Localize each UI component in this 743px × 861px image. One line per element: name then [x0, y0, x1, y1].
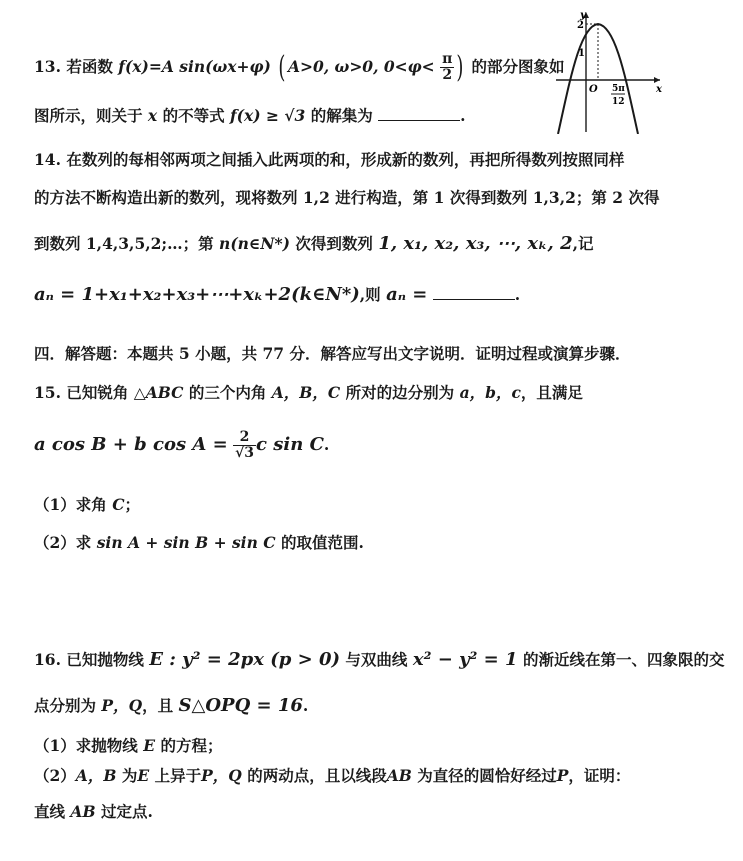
x-axis-label: x — [656, 84, 662, 95]
q15-triangle: △ABC — [133, 383, 184, 402]
q15-part1-end: ； — [124, 495, 141, 514]
q13-suffix: 的部分图象如 — [471, 56, 565, 76]
q13-pi-frac: $\frac{\pi}{2}$ — [442, 51, 453, 84]
q16-part1-suffix: 的方程； — [160, 736, 223, 755]
q16-part2-mid3: 的两动点，且以线段 — [247, 766, 387, 785]
q15-part2-suffix: 的取值范围. — [280, 533, 364, 552]
q14-end-dot: . — [514, 285, 521, 304]
q15-angles: A，B，C — [271, 383, 341, 402]
q15-mid2: 所对的边分别为 — [345, 383, 455, 402]
q16-part2-e: E — [137, 766, 150, 785]
q15-part2 — [34, 533, 364, 553]
q15-part1 — [34, 495, 140, 515]
q14-line4 — [34, 283, 520, 306]
q15-equation — [34, 430, 329, 462]
q15-suffix: ，且满足 — [520, 383, 583, 402]
q16-last-line — [34, 802, 153, 822]
q13-line2-prefix: 图所示，则关于 — [34, 106, 143, 125]
q13-line2 — [34, 106, 466, 126]
q16-suffix: 的渐近线在第一、四象限的交 — [522, 650, 725, 669]
q15-prefix: 15. 已知锐角 — [34, 383, 129, 402]
q16-line2-end: . — [302, 696, 309, 715]
q16-line2-prefix: 点分别为 — [34, 696, 97, 715]
q16-part2-suffix: 为直径的圆恰好经过 — [417, 766, 557, 785]
q15-eq-left: a cos B + b cos A = — [34, 433, 228, 455]
y-axis-label: y — [580, 10, 586, 21]
q14-formula: aₙ = 1+x₁+x₂+x₃+⋯+xₖ+2(k∈N*) — [34, 284, 360, 305]
x-tick-num: 5π — [612, 84, 625, 94]
q14-line4-mid: ,则 — [359, 285, 381, 304]
q13-answer-blank — [378, 106, 460, 121]
q16-area: S△OPQ = 16 — [178, 695, 303, 716]
q16-prefix: 16. 已知抛物线 — [34, 650, 144, 669]
q14-line2: 的方法不断构造出新的数列，现将数列 1,2 进行构造，第 1 次得到数列 1,3,2；第 2 次得 — [34, 188, 660, 207]
q14-line1: 14. 在数列的每相邻两项之间插入此两项的和，形成新的数列，再把所得数列按照同样 — [34, 150, 625, 169]
x-axis-arrow — [654, 77, 660, 83]
q15-mid: 的三个内角 — [188, 383, 267, 402]
q13-conditions: A>0, ω>0, 0<φ< — [287, 56, 435, 76]
y-one-label: 1 — [578, 48, 585, 59]
q16-part2-mid2: 上异于 — [154, 766, 202, 785]
q16-part1-label: （1）求抛物线 — [34, 736, 138, 755]
q16-part2-mid1: 为 — [121, 766, 138, 785]
q14-line3-mid: 次得到数列 — [295, 234, 373, 253]
q13-inequality: f(x) ≥ √3 — [230, 106, 306, 125]
paren-right: ) — [456, 49, 464, 85]
q16-mid: 与双曲线 — [345, 650, 408, 669]
q15-sides: a，b，c — [459, 383, 521, 402]
q16-part2-seg: AB — [386, 766, 412, 785]
paren-left: ( — [278, 49, 286, 85]
q15-part2-label: （2）求 — [34, 533, 92, 552]
q14-an: aₙ = — [386, 284, 428, 305]
q16-part2-prefix: （2） — [34, 766, 76, 785]
sine-graph — [552, 6, 664, 134]
q16-part2-pq: P，Q — [201, 766, 242, 785]
y-max-label: 2 — [577, 20, 584, 31]
q15-eq-right: c sin C — [256, 433, 324, 455]
q15-eq-end: . — [323, 434, 330, 454]
q15-frac: $\frac{2}{√3}$ — [235, 429, 255, 462]
q15-line1 — [34, 383, 583, 403]
q13-line2-mid: 的不等式 — [162, 106, 225, 125]
q16-part1 — [34, 736, 222, 756]
q16-part2 — [34, 766, 630, 786]
q16-last-prefix: 直线 — [34, 802, 66, 821]
q16-part2-p: P — [556, 766, 569, 785]
x-tick-den: 12 — [612, 97, 625, 107]
q13-func: f(x)=A sin(ωx+φ) — [118, 56, 271, 76]
q14-line3 — [34, 232, 594, 255]
q16-part2-ab: A，B — [75, 766, 117, 785]
q14-line3-cond: n(n∈N*) — [219, 234, 291, 253]
q13-end-dot: . — [460, 106, 466, 125]
q14-line3-suffix: ,记 — [572, 234, 594, 253]
q16-last-suffix: 过定点. — [100, 802, 153, 821]
q16-line2-mid: ，且 — [142, 696, 174, 715]
q16-points: P，Q — [101, 696, 143, 715]
q16-part1-var: E — [143, 736, 156, 755]
q13-line1 — [34, 49, 565, 85]
q14-answer-blank — [433, 285, 515, 300]
origin-label: O — [589, 84, 598, 95]
q15-part2-expr: sin A + sin B + sin C — [96, 533, 276, 552]
q13-line2-suffix: 的解集为 — [310, 106, 373, 125]
q13-var-x: x — [147, 106, 158, 125]
q16-part2-end: ，证明： — [568, 766, 631, 785]
section4-heading: 四．解答题：本题共 5 小题，共 77 分．解答应写出文字说明．证明过程或演算步骤． — [34, 344, 631, 363]
q15-part1-label: （1）求角 — [34, 495, 107, 514]
q14-line3-prefix: 到数列 1,4,3,5,2;…；第 — [34, 234, 214, 253]
q16-line1 — [34, 648, 724, 671]
q16-hyperbola: x² − y² = 1 — [412, 649, 518, 670]
q15-part1-var: C — [112, 495, 125, 514]
q13-prefix: 13. 若函数 — [34, 56, 113, 76]
q16-last-ab: AB — [70, 802, 96, 821]
q14-line3-seq: 1, x₁, x₂, x₃, ⋯, xₖ, 2 — [378, 233, 573, 254]
q16-line2 — [34, 694, 308, 717]
q16-parabola: E : y² = 2px (p > 0) — [149, 649, 341, 670]
